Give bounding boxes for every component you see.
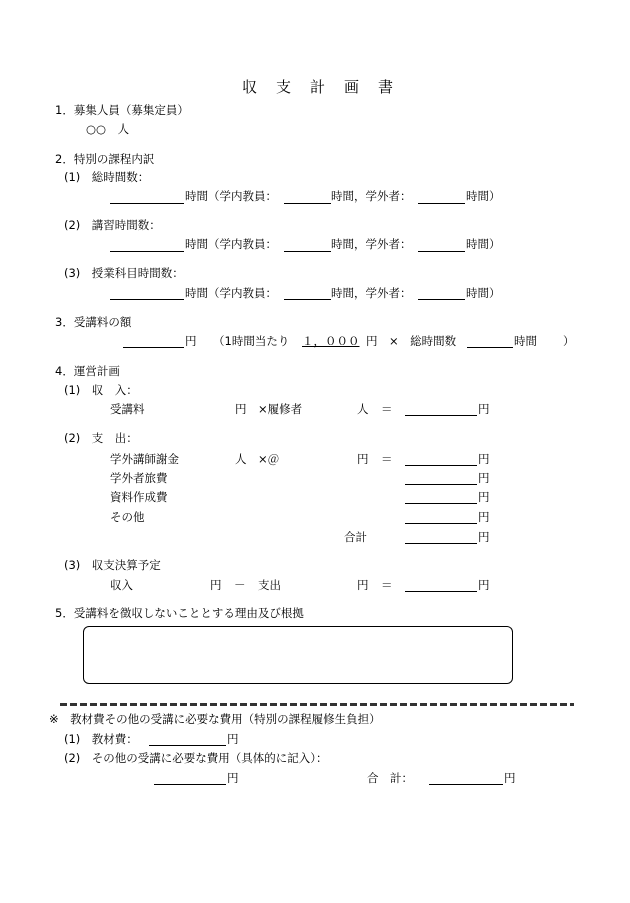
hours-external-label: 時間，学外者：: [331, 189, 412, 203]
material-cost-field[interactable]: [149, 745, 226, 746]
materials-field[interactable]: [405, 503, 477, 504]
balance-unit: 円: [478, 578, 490, 592]
fee-amount-field[interactable]: [123, 347, 184, 348]
total-hours-count-field[interactable]: [467, 347, 513, 348]
expense-unit: 円: [478, 510, 490, 524]
expense-total-label: 合計: [344, 530, 367, 544]
total-hours-label: (1) 総時間数：: [64, 170, 150, 184]
hours-external-label: 時間，学外者：: [331, 237, 412, 251]
travel-field[interactable]: [405, 484, 477, 485]
balance-income: 収入: [110, 578, 133, 592]
title-char: 画: [344, 78, 360, 96]
balance-eq: ＝: [381, 578, 393, 592]
income-item: 受講料: [110, 402, 145, 416]
total-hours-field[interactable]: [110, 203, 184, 204]
lecturer-fee-field[interactable]: [405, 465, 477, 466]
rate-prefix: （1時間当たり: [213, 334, 290, 348]
income-label: (1) 収 入：: [64, 383, 138, 397]
hours-internal-label: 時間（学内教員：: [185, 189, 277, 203]
hours-close: 時間）: [466, 286, 501, 300]
title-char: 書: [378, 78, 394, 96]
other-cost-label: (2) その他の受講に必要な費用（具体的に記入）：: [64, 751, 328, 765]
rate-value: １，０００: [302, 334, 360, 348]
balance-yen: 円: [210, 578, 222, 592]
hours-internal-label: 時間（学内教員：: [185, 237, 277, 251]
expense-item-lecturer: 学外講師謝金: [110, 452, 179, 466]
rate-hours: 時間: [514, 334, 537, 348]
material-cost-label: (1) 教材費：: [64, 732, 138, 746]
expense-item-materials: 資料作成費: [110, 490, 168, 504]
expense-unit: 円: [478, 452, 490, 466]
balance-expense: 支出: [258, 578, 281, 592]
expense-eq: ＝: [381, 452, 393, 466]
balance-label: (3) 収支決算予定: [64, 558, 161, 572]
income-times: ×履修者: [258, 402, 303, 416]
expense-item-other: その他: [110, 510, 145, 524]
external-hours-field[interactable]: [418, 251, 465, 252]
page-title: [242, 76, 412, 97]
hours-internal-label: 時間（学内教員：: [185, 286, 277, 300]
section4-heading: 4．運営計画: [55, 364, 120, 378]
internal-hours-field[interactable]: [284, 299, 331, 300]
income-yen: 円: [235, 402, 247, 416]
subject-hours-field[interactable]: [110, 299, 184, 300]
balance-amount-field[interactable]: [405, 591, 477, 592]
expense-unit: 円: [478, 471, 490, 485]
lecture-hours-field[interactable]: [110, 251, 184, 252]
other-expense-field[interactable]: [405, 523, 477, 524]
lecture-hours-label: (2) 講習時間数：: [64, 218, 161, 232]
rate-close: ）: [563, 334, 575, 348]
divider: [60, 703, 574, 706]
external-hours-field[interactable]: [418, 203, 465, 204]
hours-close: 時間）: [466, 189, 501, 203]
title-char: 支: [276, 78, 292, 96]
income-eq: ＝: [381, 402, 393, 416]
reason-textbox[interactable]: [83, 626, 513, 684]
material-cost-unit: 円: [227, 732, 239, 746]
other-cost-field[interactable]: [154, 784, 226, 785]
rate-suffix: 円 × 総時間数: [366, 334, 457, 348]
note-total-label: 合 計：: [367, 771, 413, 785]
expense-total-field[interactable]: [405, 543, 477, 544]
title-char: 計: [310, 78, 326, 96]
internal-hours-field[interactable]: [284, 251, 331, 252]
section5-heading: 5．受講料を徴収しないこととする理由及び根拠: [55, 606, 304, 620]
income-amount-field[interactable]: [405, 415, 477, 416]
balance-minus: －: [234, 578, 246, 592]
expense-unit: 円: [478, 490, 490, 504]
section1-heading: 1．募集人員（募集定員）: [55, 103, 189, 117]
income-unit: 円: [478, 402, 490, 416]
hours-close: 時間）: [466, 237, 501, 251]
income-people: 人: [357, 402, 369, 416]
expense-total-unit: 円: [478, 530, 490, 544]
title-char: 収: [242, 78, 258, 96]
external-hours-field[interactable]: [418, 299, 465, 300]
other-cost-unit: 円: [227, 771, 239, 785]
expense-yen: 円: [357, 452, 369, 466]
section3-heading: 3．受講料の額: [55, 315, 132, 329]
expense-label: (2) 支 出：: [64, 431, 138, 445]
expense-item-travel: 学外者旅費: [110, 471, 168, 485]
expense-at: ×＠: [258, 452, 280, 466]
hours-external-label: 時間，学外者：: [331, 286, 412, 300]
note-total-field[interactable]: [429, 784, 503, 785]
note-heading: ※ 教材費その他の受講に必要な費用（特別の課程履修生負担）: [49, 712, 381, 726]
note-total-unit: 円: [504, 771, 516, 785]
fee-yen: 円: [185, 334, 197, 348]
section2-heading: 2．特別の課程内訳: [55, 152, 155, 166]
internal-hours-field[interactable]: [284, 203, 331, 204]
recruitment-count: ○○ 人: [86, 122, 130, 136]
subject-hours-label: (3) 授業科目時間数：: [64, 266, 184, 280]
balance-yen: 円: [357, 578, 369, 592]
expense-people: 人: [235, 452, 247, 466]
